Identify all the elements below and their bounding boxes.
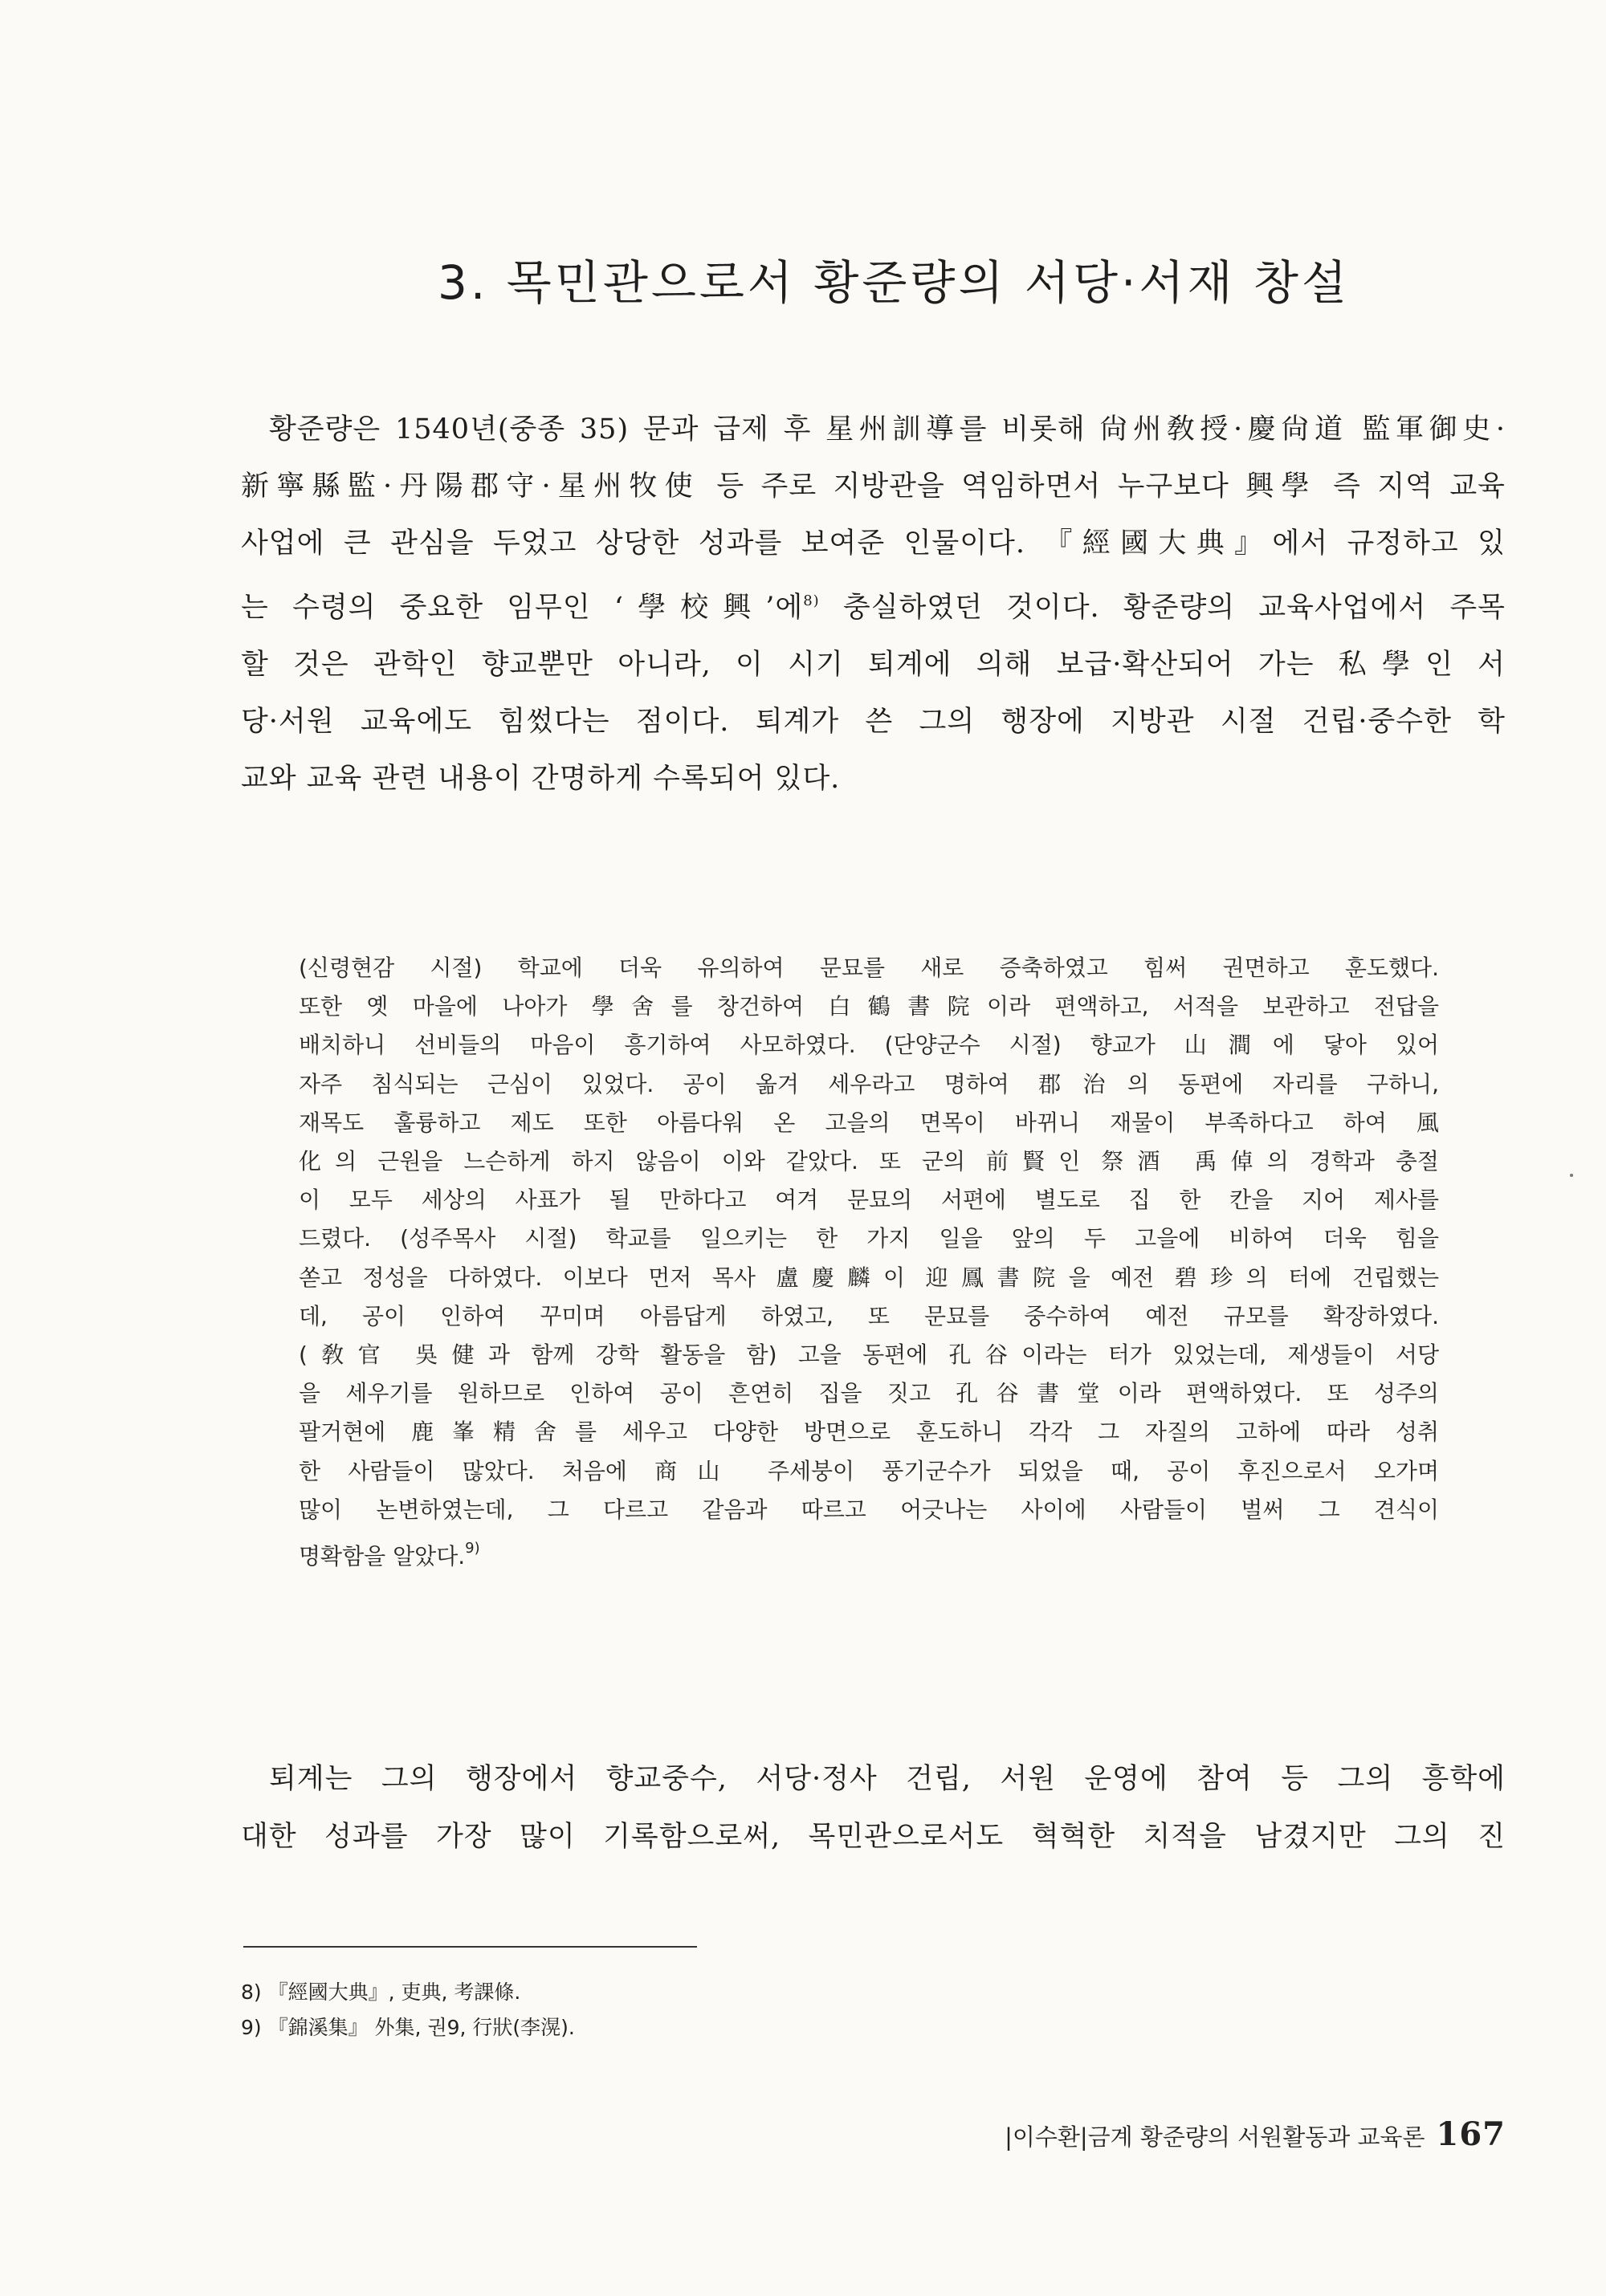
paragraph-2	[241, 1750, 1506, 1866]
quote-line: 재목도 훌륭하고 제도 또한 아름다워 온 고을의 면목이 바뀌니 재물이 부족하다고 하여 風	[299, 1109, 1439, 1136]
quote-line	[299, 1529, 1439, 1576]
footnote-8: 8) 『經國大典』, 吏典, 考課條.	[241, 1981, 521, 2004]
footnotes	[241, 1975, 964, 2046]
section-title: 3. 목민관으로서 황준량의 서당·서재 창설	[438, 255, 1350, 310]
quote-line: 많이 논변하였는데, 그 다르고 같음과 따르고 어긋나는 사이에 사람들이 벌써 그 견식이	[299, 1496, 1439, 1523]
text-line: 퇴계는 그의 행장에서 향교중수, 서당·정사 건립, 서원 운영에 참여 등 그의 흥학에	[269, 1763, 1506, 1795]
page-number: 167	[1436, 2115, 1506, 2153]
text-line: 당·서원 교육에도 힘썼다는 점이다. 퇴계가 쓴 그의 행장에 지방관 시절 건립·중수한 학	[241, 706, 1506, 738]
quote-line: 을 세우기를 원하므로 인하여 공이 흔연히 집을 짓고 孔谷書堂이라 편액하였다. 또 성주의	[299, 1380, 1439, 1407]
running-footer	[927, 2115, 1506, 2153]
footnote-ref-9: 9)	[465, 1540, 480, 1557]
quote-line: (敎官 吳健과 함께 강학 활동을 함) 고을 동편에 孔谷이라는 터가 있었는데, 제생들이 서당	[299, 1341, 1439, 1369]
quote-line: 한 사람들이 많았다. 처음에 商山 주세붕이 풍기군수가 되었을 때, 공이 후진으로서 오가며	[299, 1457, 1439, 1484]
text-segment: 는 수령의 중요한 임무인 ‘學校興’에	[241, 592, 804, 624]
quote-line: 이 모두 세상의 사표가 될 만하다고 여겨 문묘의 서편에 별도로 집 한 칸을 지어 제사를	[299, 1187, 1439, 1214]
quote-line: 化의 근원을 느슨하게 하지 않음이 이와 같았다. 또 군의 前賢인 祭酒 禹倬의 경학과 충절	[299, 1148, 1439, 1175]
footnote-divider	[243, 1946, 697, 1948]
quote-line: 팔거현에 鹿峯精舍를 세우고 다양한 방면으로 훈도하니 각각 그 자질의 고하에 따라 성취	[299, 1419, 1439, 1446]
text-line: 황준량은 1540년(중종 35) 문과 급제 후 星州訓導를 비롯해 尙州敎授·慶尙道 監軍御史·	[269, 413, 1506, 446]
quote-line: 또한 옛 마을에 나아가 學舍를 창건하여 白鶴書院이라 편액하고, 서적을 보관하고 전답을	[299, 993, 1439, 1020]
paper-speck	[1570, 1174, 1573, 1177]
text-line: 교와 교육 관련 내용이 간명하게 수록되어 있다.	[241, 763, 841, 795]
quote-line: 쏟고 정성을 다하였다. 이보다 먼저 목사 盧慶麟이 迎鳳書院을 예전 碧珍의 터에 건립했는	[299, 1264, 1439, 1291]
text-line: 할 것은 관학인 향교뿐만 아니라, 이 시기 퇴계에 의해 보급·확산되어 가는 私學인 서	[241, 649, 1506, 681]
text-line: 대한 성과를 가장 많이 기록함으로써, 목민관으로서도 혁혁한 치적을 남겼지만 그의 진	[241, 1821, 1506, 1853]
text-line: 사업에 큰 관심을 두었고 상당한 성과를 보여준 인물이다. 『經國大典』에서 규정하고 있	[241, 527, 1506, 560]
quote-line: (신령현감 시절) 학교에 더욱 유의하여 문묘를 새로 증축하였고 힘써 권면하고 훈도했다.	[299, 955, 1439, 981]
quote-line: 배치하니 선비들의 마음이 흥기하여 사모하였다. (단양군수 시절) 향교가 山澗에 닿아 있어	[299, 1032, 1439, 1059]
paragraph-1	[241, 401, 1506, 808]
footnote-9: 9) 『錦溪集』 外集, 권9, 行狀(李滉).	[241, 2016, 575, 2039]
text-line	[241, 572, 1506, 637]
text-segment: 충실하였던 것이다. 황준량의 교육사업에서 주목	[819, 592, 1506, 624]
text-line: 新寧縣監·丹陽郡守·星州牧使 등 주로 지방관을 역임하면서 누구보다 興學 즉 지역 교육	[241, 470, 1506, 503]
quote-line: 데, 공이 인하여 꾸미며 아름답게 하였고, 또 문묘를 중수하여 예전 규모를 확장하였다.	[299, 1302, 1439, 1329]
quote-line: 자주 침식되는 근심이 있었다. 공이 옮겨 세우라고 명하여 郡治의 동편에 자리를 구하니,	[299, 1070, 1439, 1097]
footnote-ref-8: 8)	[803, 592, 820, 609]
block-quote	[299, 949, 1439, 1576]
quote-line: 드렸다. (성주목사 시절) 학교를 일으키는 한 가지 일을 앞의 두 고을에 비하여 더욱 힘을	[299, 1225, 1439, 1252]
text-segment: 명확함을 알았다.	[299, 1543, 466, 1570]
show-through-texture	[241, 161, 1494, 238]
running-head: |이수환|금계 황준량의 서원활동과 교육론	[1005, 2123, 1425, 2151]
